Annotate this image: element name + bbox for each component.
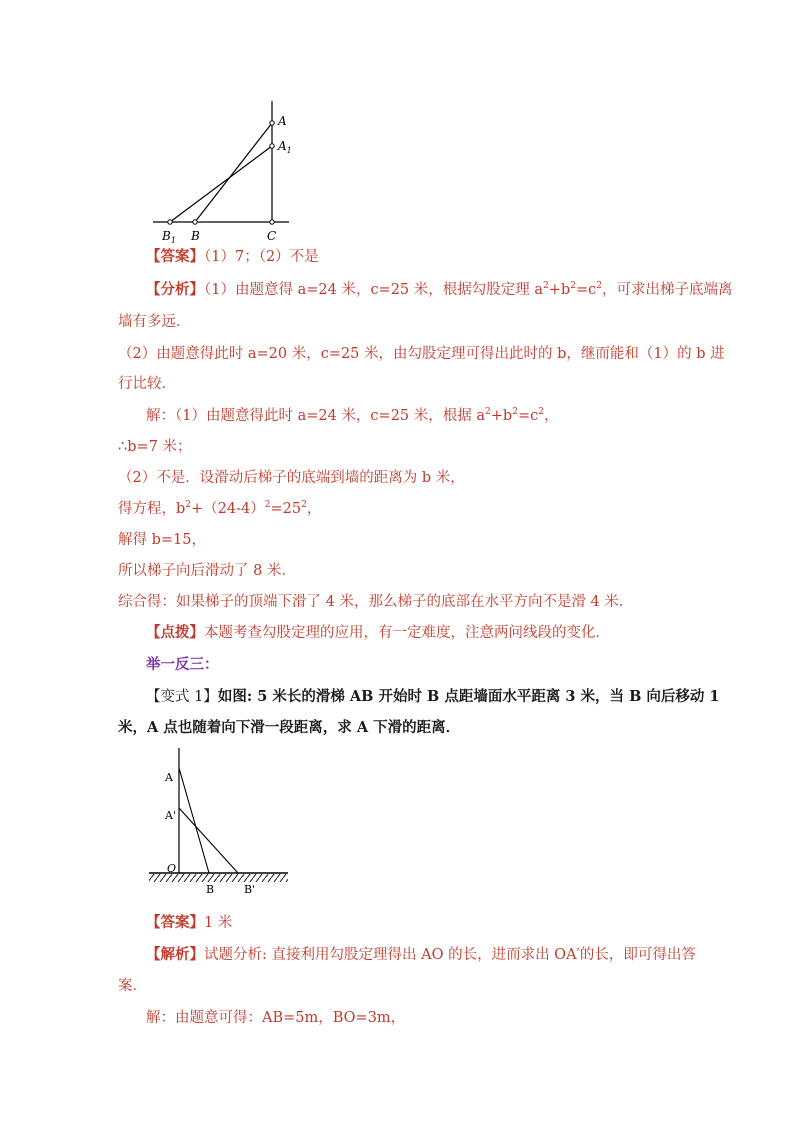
solution-1-line-2: ∴b=7 米；	[118, 439, 192, 455]
ladder-ab	[195, 123, 272, 222]
analysis-1-line-1: 【分析】（1）由题意得 a=24 米，c=25 米，根据勾股定理 $a^2+b^2=c^2$，可求出梯子底端离	[146, 281, 733, 298]
label-a: A	[165, 771, 173, 784]
solution-1-line-6: 所以梯子向后滑动了 8 米．	[118, 563, 296, 579]
label-a1: $A_1$	[278, 139, 292, 155]
solution-1-line-7: 综合得：如果梯子的顶端下滑了 4 米，那么梯子的底部在水平方向不是滑 4 米．	[118, 594, 634, 610]
analysis-1-line-4: 行比较．	[118, 376, 176, 392]
ladder-ab	[179, 768, 209, 873]
ladder-a-prime-b-prime	[179, 808, 238, 873]
label-a-prime: A'	[165, 809, 176, 822]
answer-tag: 【答案】	[146, 248, 204, 265]
label-b1: $B_1$	[162, 229, 176, 245]
analysis-2-line-1: 【解析】试题分析: 直接利用勾股定理得出 AO 的长，进而求出 OA′的长，即可得出答	[146, 946, 696, 963]
point-a1	[270, 144, 274, 148]
label-o: O	[167, 862, 177, 875]
solution-1-line-5: 解得 b=15，	[118, 532, 206, 548]
label-b: B	[206, 883, 215, 896]
solution-1-line-4: 得方程，$b^2+(24-4)^2=25^2$，	[118, 500, 322, 517]
solution-2-line-1: 解：由题意可得：AB=5m，BO=3m，	[146, 1010, 406, 1026]
point-a	[270, 121, 274, 125]
answer-1: 【答案】（1）7；（2）不是	[146, 248, 319, 265]
section-title: 举一反三：	[146, 656, 219, 673]
point-b1	[168, 220, 172, 224]
point-c	[270, 220, 274, 224]
ladder-a1b1	[170, 146, 272, 222]
analysis-1-line-2: 墙有多远．	[118, 314, 191, 330]
answer-2: 【答案】1 米	[146, 914, 233, 931]
ground-hatching	[149, 874, 288, 882]
label-c: C	[267, 229, 277, 243]
point-b	[193, 220, 197, 224]
solution-1-line-1: 解：（1）由题意得此时 a=24 米，c=25 米，根据 $a^2+b^2=c^2$，	[146, 407, 559, 424]
variant-1-line-1: 【变式 1】如图: 5 米长的滑梯 AB 开始时 B 点距墙面水平距离 3 米，当 B 向后移动 1	[146, 688, 720, 705]
label-a: A	[278, 114, 287, 128]
variant-1-line-2: 米，A 点也随着向下滑一段距离，求 A 下滑的距离．	[118, 719, 461, 736]
analysis-2-line-2: 案．	[118, 978, 147, 994]
tip-1: 【点拨】本题考查勾股定理的应用，有一定难度，注意两问线段的变化．	[146, 624, 610, 641]
analysis-1-line-3: （2）由题意得此时 a=20 米，c=25 米，由勾股定理可得出此时的 b，继而能和（1）的 b 进	[118, 346, 725, 362]
solution-1-line-3: （2）不是．设滑动后梯子的底端到墙的距离为 b 米，	[118, 470, 465, 486]
ladder-figure-1	[145, 95, 305, 245]
label-b: B	[191, 229, 200, 243]
ladder-figure-2	[145, 742, 295, 897]
label-b-prime: B'	[244, 883, 256, 896]
